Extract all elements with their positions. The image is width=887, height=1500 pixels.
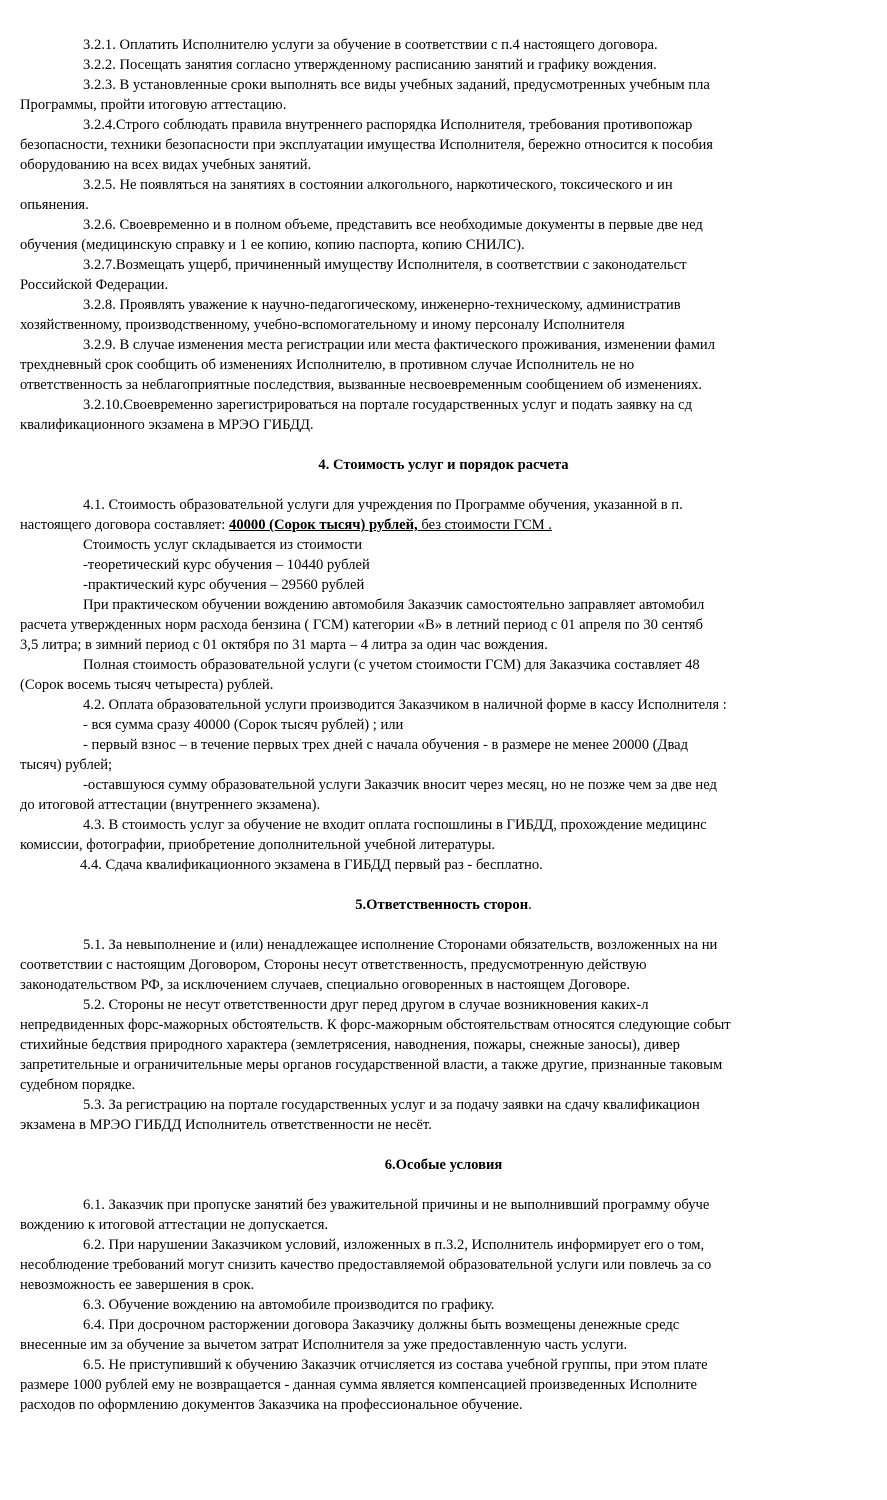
clause-4-line: 4.3. В стоимость услуг за обучение не входит оплата госпошлины в ГИБДД, прохождение медицинс (83, 817, 707, 833)
section-5-clauses (20, 935, 887, 1135)
clause-6-line: 6.3. Обучение вождению на автомобиле производится по графику. (83, 1297, 495, 1313)
clause-4-line: -оставшуюся сумму образовательной услуги Заказчик вносит через месяц, но не позже чем за две нед (83, 777, 717, 793)
clause-6-line: невозможность ее завершения в срок. (20, 1277, 255, 1293)
clause-4-line: - вся сумма сразу 40000 (Сорок тысяч рублей) ; или (83, 717, 404, 733)
clause-3-2-paragraph (20, 215, 887, 255)
clause-3-2-paragraph (20, 295, 887, 335)
cost-breakdown (20, 535, 887, 595)
clause-6-line: 6.1. Заказчик при пропуске занятий без уважительной причины и не выполнивший программу обуче (83, 1197, 710, 1213)
clause-3-2-line: 3.2.4.Строго соблюдать правила внутреннего распорядка Исполнителя, требования противопожар (83, 117, 693, 133)
clause-3-2-line: 3.2.7.Возмещать ущерб, причиненный имуществу Исполнителя, в соответствии с законодательст (83, 257, 687, 273)
section-5-title: 5.Ответственность сторон (355, 897, 529, 913)
clause-6-paragraph (20, 1195, 887, 1235)
clause-4-line: тысяч) рублей; (20, 757, 113, 773)
clause-3-2-line: квалификационного экзамена в МРЭО ГИБДД. (20, 417, 314, 433)
clause-4-paragraph (20, 815, 887, 855)
clause-6-line: 6.4. При досрочном расторжении договора Заказчику должны быть возмещены денежные средс (83, 1317, 680, 1333)
clause-4-line: Полная стоимость образовательной услуги (с учетом стоимости ГСМ) для Заказчика составляет 48 (83, 657, 700, 673)
clause-5-line: судебном порядке. (20, 1077, 136, 1093)
section-5-title-dot: . (528, 897, 532, 913)
clause-3-2-line: 3.2.9. В случае изменения места регистрации или места фактического проживания, изменении фамил (83, 337, 716, 353)
price-note: без стоимости ГСМ . (417, 517, 552, 533)
clause-6-line: внесенные им за обучение за вычетом затрат Исполнителя за уже предоставленную часть услуги. (20, 1337, 628, 1353)
clause-4-line: комиссии, фотографии, приобретение дополнительной учебной литературы. (20, 837, 496, 853)
clause-5-paragraph (20, 935, 887, 995)
clause-3-2-line: 3.2.5. Не появляться на занятиях в состоянии алкогольного, наркотического, токсического и ин (83, 177, 673, 193)
clause-4-line: 3,5 литра; в зимний период с 01 октября по 31 марта – 4 литра за один час вождения. (20, 637, 548, 653)
clause-4-1-line-2 (20, 515, 887, 535)
clause-3-2-line: Программы, пройти итоговую аттестацию. (20, 97, 287, 113)
cost-line: -практический курс обучения – 29560 рублей (83, 577, 365, 593)
clause-3-2-paragraph (20, 395, 887, 435)
clause-3-2-line: Российской Федерации. (20, 277, 169, 293)
clause-6-paragraph (20, 1355, 887, 1415)
clause-6-line: несоблюдение требований могут снизить качество предоставляемой образовательной услуги или повлечь за со (20, 1257, 712, 1273)
clause-3-2-line: безопасности, техники безопасности при эксплуатации имущества Исполнителя, бережно относится к пособия (20, 137, 714, 153)
clause-3-2-line: трехдневный срок сообщить об изменениях Исполнителю, в противном случае Исполнитель не но (20, 357, 635, 373)
clause-3-2-line: оборудованию на всех видах учебных занятий. (20, 157, 312, 173)
clause-6-paragraph (20, 1295, 887, 1315)
clause-4-line: - первый взнос – в течение первых трех дней с начала обучения - в размере не менее 20000 (Двад (83, 737, 689, 753)
clause-4-4: 4.4. Сдача квалификационного экзамена в ГИБДД первый раз - бесплатно. (80, 857, 543, 873)
clause-3-2-paragraph (20, 255, 887, 295)
clause-4-paragraph (20, 695, 887, 715)
clause-4-line: (Сорок восемь тысяч четыреста) рублей. (20, 677, 274, 693)
price-total: 40000 (Сорок тысяч) рублей, (229, 517, 418, 533)
clause-6-paragraph (20, 1235, 887, 1295)
clause-3-2-line: 3.2.10.Своевременно зарегистрироваться на портале государственных услуг и подать заявку на сд (83, 397, 692, 413)
clause-5-line: 5.1. За невыполнение и (или) ненадлежащее исполнение Сторонами обязательств, возложенных на ни (83, 937, 718, 953)
clause-5-line: 5.2. Стороны не несут ответственности друг перед другом в случае возникновения каких-л (83, 997, 649, 1013)
clause-4-paragraph (20, 655, 887, 695)
clause-4-paragraph (20, 595, 887, 655)
clause-4-1-text: настоящего договора составляет: (20, 517, 230, 533)
clause-3-2-line: 3.2.2. Посещать занятия согласно утвержденному расписанию занятий и графику вождения. (83, 57, 657, 73)
clause-5-line: непредвиденных форс-мажорных обстоятельств. К форс-мажорным обстоятельствам относятся следующие событ (20, 1017, 731, 1033)
clause-4-paragraph (20, 775, 887, 815)
clause-6-line: размере 1000 рублей ему не возвращается - данная сумма является компенсацией произведенных Исполните (20, 1377, 697, 1393)
clause-3-2-line: ответственность за неблагоприятные последствия, вызванные несвоевременным сообщением об изменениях. (20, 377, 703, 393)
section-3-obligations (20, 35, 887, 435)
clause-6-paragraph (20, 1315, 887, 1355)
clause-5-line: соответствии с настоящим Договором, Стороны несут ответственность, предусмотренную действую (20, 957, 647, 973)
section-4-heading: 4. Стоимость услуг и порядок расчета (318, 457, 569, 473)
clause-5-paragraph (20, 995, 887, 1095)
clause-6-line: 6.2. При нарушении Заказчиком условий, изложенных в п.3.2, Исполнитель информирует его о том, (83, 1237, 705, 1253)
clause-3-2-line: 3.2.3. В установленные сроки выполнять все виды учебных заданий, предусмотренных учебным пла (83, 77, 710, 93)
clause-4-line: до итоговой аттестации (внутреннего экзамена). (20, 797, 321, 813)
clause-5-paragraph (20, 1095, 887, 1135)
clause-4-line: При практическом обучении вождению автомобиля Заказчик самостоятельно заправляет автомобил (83, 597, 705, 613)
document-body (20, 35, 887, 1415)
section-5-heading (0, 895, 887, 915)
clause-6-line: вождению к итоговой аттестации не допускается. (20, 1217, 329, 1233)
clause-3-2-paragraph (20, 75, 887, 115)
section-4-clauses (20, 595, 887, 855)
clause-3-2-line: опьянения. (20, 197, 89, 213)
clause-5-line: экзамена в МРЭО ГИБДД Исполнитель ответственности не несёт. (20, 1117, 432, 1133)
section-6-heading: 6.Особые условия (384, 1157, 503, 1173)
clause-3-2-line: хозяйственному, производственному, учебно-вспомогательному и иному персоналу Исполнителя (20, 317, 625, 333)
clause-3-2-paragraph (20, 115, 887, 175)
clause-3-2-line: обучения (медицинскую справку и 1 ее копию, копию паспорта, копию СНИЛС). (20, 237, 525, 253)
cost-line: -теоретический курс обучения – 10440 рублей (83, 557, 370, 573)
section-6-clauses (20, 1195, 887, 1415)
clause-3-2-paragraph (20, 35, 887, 55)
clause-6-line: расходов по оформлению документов Заказчика на профессиональное обучение. (20, 1397, 523, 1413)
clause-3-2-line: 3.2.8. Проявлять уважение к научно-педагогическому, инженерно-техническому, административ (83, 297, 681, 313)
clause-3-2-line: 3.2.6. Своевременно и в полном объеме, представить все необходимые документы в первые две нед (83, 217, 703, 233)
clause-3-2-line: 3.2.1. Оплатить Исполнителю услуги за обучение в соответствии с п.4 настоящего договора. (83, 37, 658, 53)
cost-line: Стоимость услуг складывается из стоимости (83, 537, 363, 553)
clause-3-2-paragraph (20, 175, 887, 215)
clause-6-line: 6.5. Не приступивший к обучению Заказчик отчисляется из состава учебной группы, при этом плате (83, 1357, 708, 1373)
clause-4-1-line-1: 4.1. Стоимость образовательной услуги для учреждения по Программе обучения, указанной в п. (83, 497, 683, 513)
clause-5-line: законодательством РФ, за исключением случаев, специально оговоренных в настоящем Договоре. (20, 977, 630, 993)
clause-3-2-paragraph (20, 335, 887, 395)
clause-4-line: 4.2. Оплата образовательной услуги производится Заказчиком в наличной форме в кассу Исполнителя : (83, 697, 727, 713)
clause-4-paragraph (20, 715, 887, 735)
clause-5-line: 5.3. За регистрацию на портале государственных услуг и за подачу заявки на сдачу квалификацион (83, 1097, 700, 1113)
clause-4-paragraph (20, 735, 887, 775)
clause-5-line: запретительные и ограничительные меры органов государственной власти, а также другие, признанные таковым (20, 1057, 723, 1073)
clause-3-2-paragraph (20, 55, 887, 75)
clause-4-line: расчета утвержденных норм расхода бензина ( ГСМ) категории «В» в летний период с 01 апреля по 30 сентяб (20, 617, 703, 633)
clause-5-line: стихийные бедствия природного характера (землетрясения, наводнения, пожары, снежные заносы), дивер (20, 1037, 680, 1053)
